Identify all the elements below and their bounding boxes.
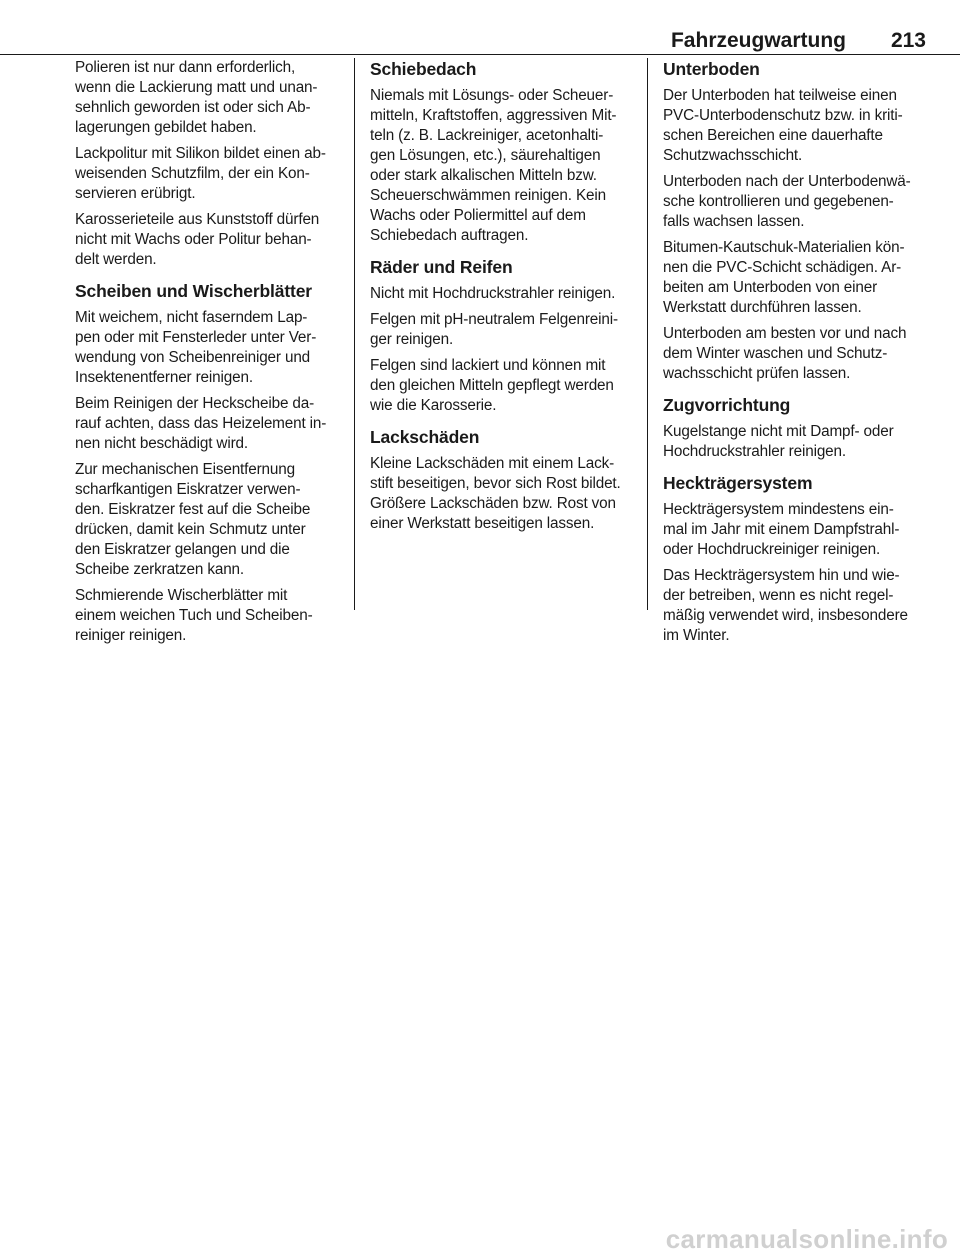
paragraph xyxy=(75,308,347,388)
text-line: Kleine Lackschäden mit einem Lack- xyxy=(370,455,615,472)
section-heading xyxy=(370,256,642,278)
text-line: Heckträgersystem xyxy=(663,473,813,493)
text-line: scharfkantigen Eiskratzer verwen- xyxy=(75,481,301,498)
text-line: Schmierende Wischerblätter mit xyxy=(75,587,288,604)
paragraph xyxy=(370,356,642,416)
text-line: Nicht mit Hochdruckstrahler reinigen. xyxy=(370,285,616,302)
text-line: Werkstatt durchführen lassen. xyxy=(663,299,862,316)
section-heading xyxy=(75,280,347,302)
text-line: einer Werkstatt beseitigen lassen. xyxy=(370,515,595,532)
text-line: Unterboden xyxy=(663,59,760,79)
page-title: Fahrzeugwartung xyxy=(670,29,846,52)
text-line: schen Bereichen eine dauerhafte xyxy=(663,127,883,144)
paragraph xyxy=(75,394,347,454)
text-line: Scheibe zerkratzen kann. xyxy=(75,561,245,578)
text-line: Insektenentferner reinigen. xyxy=(75,369,253,386)
text-line: oder Hochdruckreiniger reinigen. xyxy=(663,541,881,558)
text-line: Unterboden nach der Unterbodenwä- xyxy=(663,173,911,190)
text-line: Unterboden am besten vor und nach xyxy=(663,325,907,342)
page-footer xyxy=(0,612,960,1254)
text-line: gen Lösungen, etc.), säurehaltigen xyxy=(370,147,601,164)
section-heading xyxy=(370,426,642,448)
text-line: der betreiben, wenn es nicht regel- xyxy=(663,587,894,604)
text-line: nen die PVC-Schicht schädigen. Ar- xyxy=(663,259,902,276)
paragraph xyxy=(370,454,642,534)
text-line: Kugelstange nicht mit Dampf- oder xyxy=(663,423,894,440)
paragraph xyxy=(663,324,935,384)
text-line: Lackschäden xyxy=(370,427,480,447)
text-line: falls wachsen lassen. xyxy=(663,213,805,230)
watermark: carmanualsonline.info xyxy=(665,1224,948,1254)
text-line: delt werden. xyxy=(75,251,157,268)
text-line: den gleichen Mitteln gepflegt werden xyxy=(370,377,614,394)
text-line: pen oder mit Fensterleder unter Ver- xyxy=(75,329,317,346)
text-line: stift beseitigen, bevor sich Rost bildet. xyxy=(370,475,621,492)
section-heading xyxy=(663,394,935,416)
text-line: wenn die Lackierung matt und unan- xyxy=(75,79,318,96)
text-line: den. Eiskratzer fest auf die Scheibe xyxy=(75,501,311,518)
text-line: Niemals mit Lösungs- oder Scheuer- xyxy=(370,87,614,104)
section-heading xyxy=(663,472,935,494)
text-line: teln (z. B. Lackreiniger, acetonhalti- xyxy=(370,127,604,144)
text-line: Wachs oder Poliermittel auf dem xyxy=(370,207,586,224)
text-column-3 xyxy=(663,58,935,644)
text-line: Schiebedach auftragen. xyxy=(370,227,529,244)
paragraph xyxy=(75,460,347,580)
paragraph xyxy=(663,422,935,462)
paragraph xyxy=(663,238,935,318)
text-line: Schutzwachsschicht. xyxy=(663,147,803,164)
text-line: nen nicht beschädigt wird. xyxy=(75,435,248,452)
text-line: Größere Lackschäden bzw. Rost von xyxy=(370,495,616,512)
paragraph xyxy=(370,284,642,304)
text-line: den Eiskratzer gelangen und die xyxy=(75,541,290,558)
paragraph xyxy=(370,310,642,350)
text-line: weisenden Schutzfilm, der ein Kon- xyxy=(75,165,310,182)
text-line: dem Winter waschen und Schutz- xyxy=(663,345,888,362)
text-line: Felgen sind lackiert und können mit xyxy=(370,357,606,374)
column-divider xyxy=(354,58,355,610)
text-line: im Winter. xyxy=(663,627,730,644)
text-line: Felgen mit pH-neutralem Felgenreini- xyxy=(370,311,618,328)
text-line: Räder und Reifen xyxy=(370,257,513,277)
text-line: Scheuerschwämmen reinigen. Kein xyxy=(370,187,606,204)
paragraph xyxy=(75,58,347,138)
text-line: Bitumen-Kautschuk-Materialien kön- xyxy=(663,239,905,256)
text-line: Scheiben und Wischerblätter xyxy=(75,281,312,301)
header-divider xyxy=(0,54,960,55)
text-line: Polieren ist nur dann erforderlich, xyxy=(75,59,296,76)
text-line: ger reinigen. xyxy=(370,331,454,348)
text-line: Zugvorrichtung xyxy=(663,395,791,415)
text-line: Zur mechanischen Eisentfernung xyxy=(75,461,295,478)
text-line: Lackpolitur mit Silikon bildet einen ab- xyxy=(75,145,326,162)
text-line: Der Unterboden hat teilweise einen xyxy=(663,87,897,104)
text-line: nicht mit Wachs oder Politur behan- xyxy=(75,231,312,248)
text-line: reiniger reinigen. xyxy=(75,627,187,644)
text-line: servieren erübrigt. xyxy=(75,185,196,202)
paragraph xyxy=(663,172,935,232)
text-line: Mit weichem, nicht faserndem Lap- xyxy=(75,309,308,326)
paragraph xyxy=(75,210,347,270)
text-line: Heckträgersystem mindestens ein- xyxy=(663,501,894,518)
text-line: PVC-Unterbodenschutz bzw. in kriti- xyxy=(663,107,903,124)
text-line: wendung von Scheibenreiniger und xyxy=(75,349,311,366)
section-heading xyxy=(663,58,935,80)
page-number: 213 xyxy=(890,29,926,52)
section-heading xyxy=(370,58,642,80)
text-line: drücken, damit kein Schmutz unter xyxy=(75,521,306,538)
text-line: wachsschicht prüfen lassen. xyxy=(663,365,851,382)
text-line: wie die Karosserie. xyxy=(370,397,497,414)
text-column-2 xyxy=(370,58,642,618)
column-divider xyxy=(647,58,648,610)
paragraph xyxy=(370,86,642,246)
text-line: Karosserieteile aus Kunststoff dürfen xyxy=(75,211,320,228)
text-line: Hochdruckstrahler reinigen. xyxy=(663,443,847,460)
text-line: lagerungen gebildet haben. xyxy=(75,119,257,136)
text-line: Beim Reinigen der Heckscheibe da- xyxy=(75,395,315,412)
text-line: mäßig verwendet wird, insbesondere xyxy=(663,607,908,624)
text-line: rauf achten, dass das Heizelement in- xyxy=(75,415,327,432)
page-header xyxy=(0,0,960,56)
paragraph xyxy=(663,86,935,166)
paragraph xyxy=(663,500,935,560)
text-line: sche kontrollieren und gegebenen- xyxy=(663,193,894,210)
text-line: sehnlich geworden ist oder sich Ab- xyxy=(75,99,311,116)
text-line: beiten am Unterboden von einer xyxy=(663,279,878,296)
text-line: mal im Jahr mit einem Dampfstrahl- xyxy=(663,521,900,538)
text-line: mitteln, Kraftstoffen, aggressiven Mit- xyxy=(370,107,617,124)
paragraph xyxy=(75,144,347,204)
text-line: oder stark alkalischen Mitteln bzw. xyxy=(370,167,597,184)
text-column-1 xyxy=(75,58,347,644)
text-line: einem weichen Tuch und Scheiben- xyxy=(75,607,313,624)
text-line: Schiebedach xyxy=(370,59,477,79)
text-line: Das Heckträgersystem hin und wie- xyxy=(663,567,900,584)
